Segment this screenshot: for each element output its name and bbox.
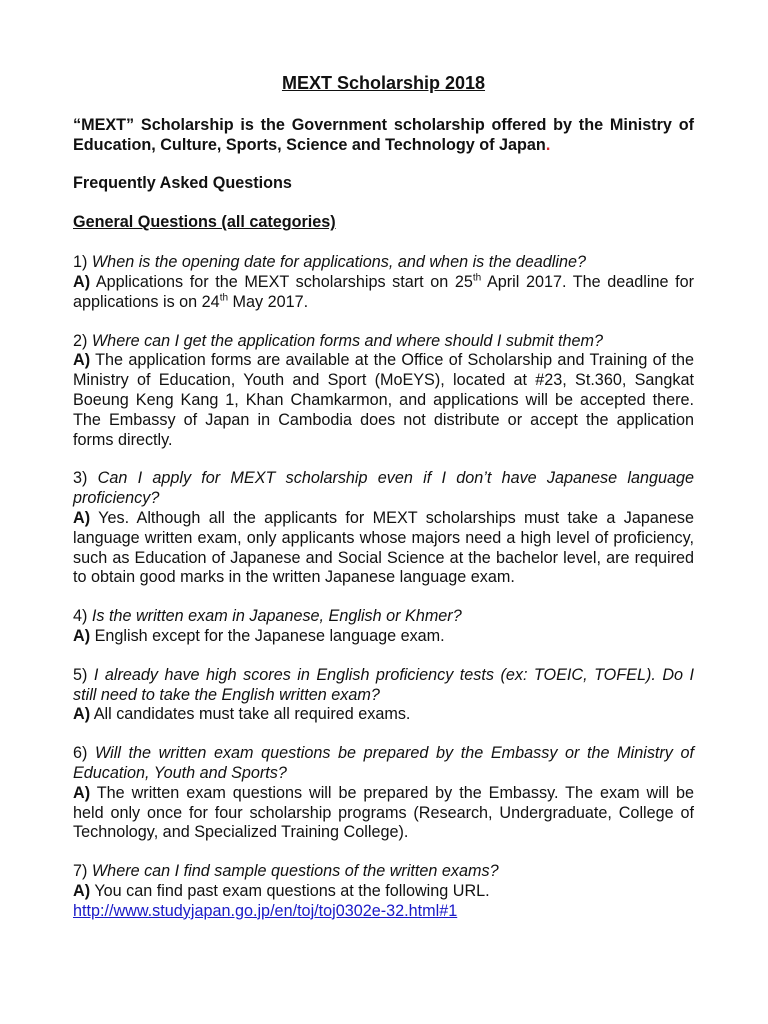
answer-7 <box>73 882 694 902</box>
faq-item-7 <box>73 862 694 921</box>
intro-paragraph <box>73 116 694 156</box>
studyjapan-link[interactable]: http://www.studyjapan.go.jp/en/toj/toj0302e-32.html#1 <box>73 901 458 920</box>
answer-label: A) <box>73 881 91 900</box>
question-text: When is the opening date for applications, and when is the deadline? <box>91 253 586 272</box>
faq-item-4 <box>73 607 694 647</box>
document-page <box>73 72 694 941</box>
question-number: 3) <box>73 469 88 488</box>
question-1 <box>73 253 694 273</box>
question-6 <box>73 744 694 784</box>
superscript-th: th <box>472 272 482 284</box>
question-5 <box>73 666 694 706</box>
question-text: Is the written exam in Japanese, English or Khmer? <box>91 607 462 626</box>
question-number: 5) <box>73 665 88 684</box>
question-text: I already have high scores in English proficiency tests (ex: TOEIC, TOFEL). Do I still need to take the English written exam? <box>73 665 694 704</box>
general-questions-heading: General Questions (all categories) <box>73 213 336 232</box>
answer-1 <box>73 273 694 313</box>
question-number: 7) <box>73 862 88 881</box>
answer-label: A) <box>73 272 91 291</box>
question-number: 2) <box>73 331 88 350</box>
answer-4 <box>73 627 694 647</box>
question-number: 1) <box>73 253 88 272</box>
question-number: 4) <box>73 607 88 626</box>
answer-text: English except for the Japanese language exam. <box>94 626 445 645</box>
answer-text-part2: April 2017. The deadline for applications is on 24 <box>73 272 694 311</box>
question-3 <box>73 469 694 509</box>
answer-5 <box>73 705 694 725</box>
answer-text: The application forms are available at the Office of Scholarship and Training of the Ministry of Education, Youth and Sport (MoEYS), located at #23, St.360, Sangkat Boeung Keng Kang 1, Khan Chamkarmon, and applications will be accepted there. The Embassy of Japan in Cambodia does not distribute or accept the application forms directly. <box>73 351 694 449</box>
answer-label: A) <box>73 626 91 645</box>
url-line <box>73 902 694 922</box>
faq-item-1 <box>73 253 694 312</box>
question-4 <box>73 607 694 627</box>
faq-item-3 <box>73 469 694 588</box>
intro-text: “MEXT” Scholarship is the Government scholarship offered by the Ministry of Education, Culture, Sports, Science and Technology of Japan <box>73 116 694 154</box>
faq-item-2 <box>73 332 694 451</box>
answer-label: A) <box>73 508 91 527</box>
answer-text: The written exam questions will be prepared by the Embassy. The exam will be held only once for four scholarship programs (Research, Undergraduate, College of Technology, and Specialized Training College). <box>73 783 694 842</box>
answer-text: All candidates must take all required exams. <box>93 705 411 724</box>
faq-item-6 <box>73 744 694 843</box>
answer-text: You can find past exam questions at the following URL. <box>94 881 490 900</box>
answer-label: A) <box>73 783 91 802</box>
question-text: Will the written exam questions be prepared by the Embassy or the Ministry of Education, Youth and Sports? <box>73 744 694 782</box>
question-text: Where can I get the application forms and where should I submit them? <box>91 331 603 350</box>
faq-item-5 <box>73 666 694 725</box>
answer-text-part1: Applications for the MEXT scholarships start on 25 <box>95 272 473 291</box>
question-7 <box>73 862 694 882</box>
answer-6 <box>73 784 694 843</box>
answer-2 <box>73 351 694 450</box>
question-text: Where can I find sample questions of the written exams? <box>91 862 499 881</box>
answer-3 <box>73 509 694 588</box>
question-text: Can I apply for MEXT scholarship even if I don’t have Japanese language proficiency? <box>73 469 694 508</box>
answer-text: Yes. Although all the applicants for MEXT scholarships must take a Japanese language written exam, only applicants whose majors need a high level of proficiency, such as Education of Japanese and Social Science at the bachelor level, are required to obtain good marks in the written Japanese language exam. <box>73 508 694 587</box>
superscript-th: th <box>219 292 229 304</box>
question-2 <box>73 332 694 352</box>
intro-period: . <box>545 135 551 154</box>
answer-label: A) <box>73 705 91 724</box>
page-title: MEXT Scholarship 2018 <box>281 73 486 93</box>
answer-label: A) <box>73 351 91 370</box>
question-number: 6) <box>73 744 88 763</box>
faq-heading: Frequently Asked Questions <box>73 173 292 192</box>
answer-text-part3: May 2017. <box>232 292 309 311</box>
